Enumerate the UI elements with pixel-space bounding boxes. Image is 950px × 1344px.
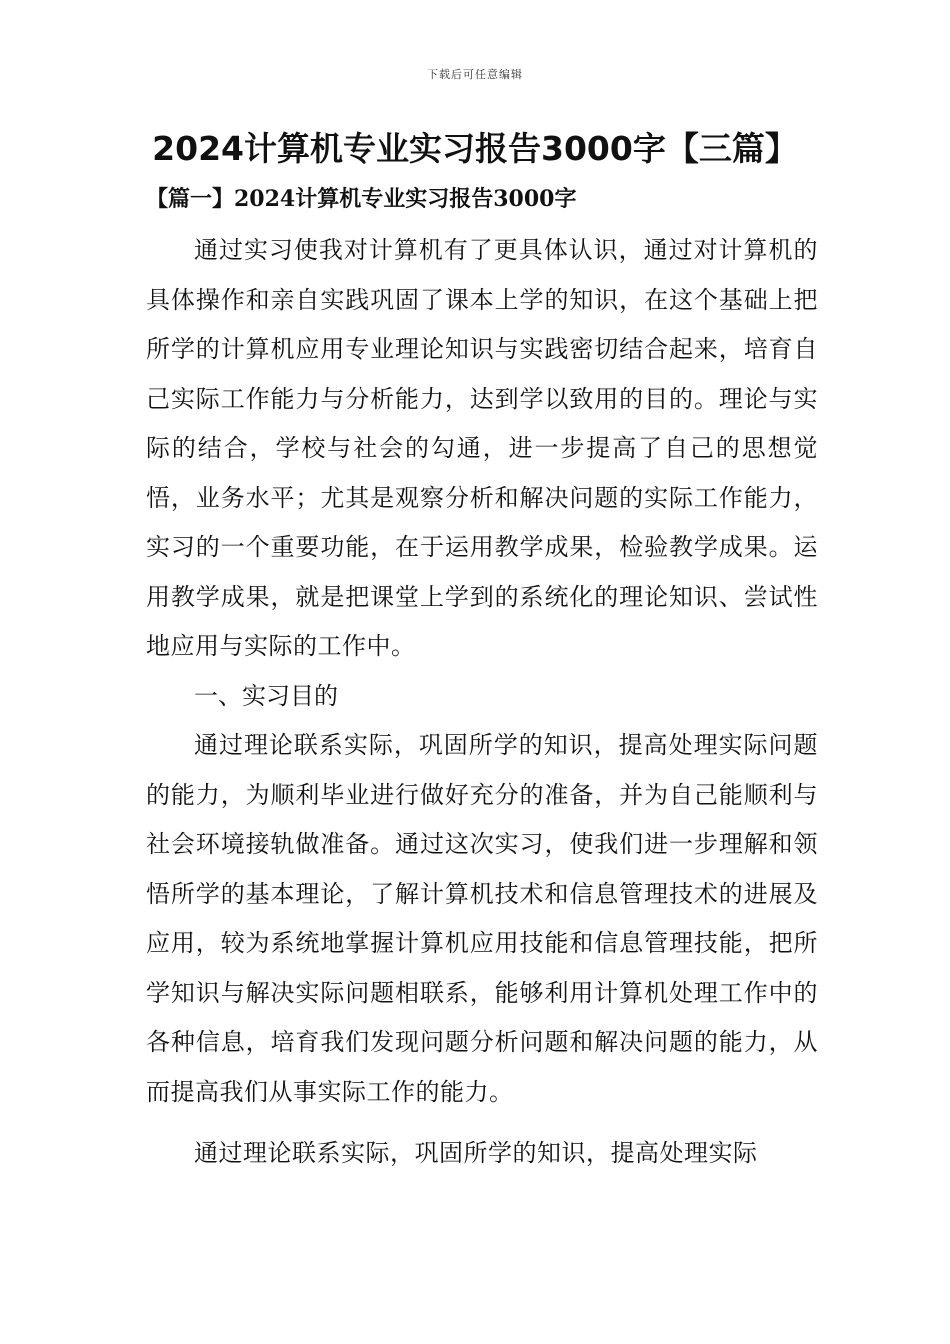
- document-body: [146, 226, 818, 1179]
- paragraph-purpose-continued: 通过理论联系实际，巩固所学的知识，提高处理实际: [194, 1139, 758, 1167]
- heading-internship-purpose: 一、实习目的: [194, 681, 338, 710]
- paragraph-purpose: 通过理论联系实际，巩固所学的知识，提高处理实际问题的能力，为顺利毕业进行做好充分的准备，并为自己能顺利与社会环境接轨做准备。通过这次实习，使我们进一步理解和领悟所学的基本理论，了解计算机技术和信息管理技术的进展及应用，较为系统地掌握计算机应用技能和信息管理技能，把所学知识与解决实际问题相联系，能够利用计算机处理工作中的各种信息，培育我们发现问题分析问题和解决问题的能力，从而提高我们从事实际工作的能力。: [146, 731, 818, 1106]
- header-note: 下载后可任意编辑: [427, 68, 523, 81]
- paragraph-intro: 通过实习使我对计算机有了更具体认识，通过对计算机的具体操作和亲自实践巩固了课本上学的知识，在这个基础上把所学的计算机应用专业理论知识与实践密切结合起来，培育自己实际工作能力与分析能力，达到学以致用的目的。理论与实际的结合，学校与社会的勾通，进一步提高了自己的思想觉悟，业务水平；尤其是观察分析和解决问题的实际工作能力，实习的一个重要功能，在于运用教学成果，检验教学成果。运用教学成果，就是把课堂上学到的系统化的理论知识、尝试性地应用与实际的工作中。: [146, 236, 818, 660]
- document-title: 2024计算机专业实习报告3000字【三篇】: [152, 129, 798, 168]
- section-title: 【篇一】2024计算机专业实习报告3000字: [146, 186, 577, 212]
